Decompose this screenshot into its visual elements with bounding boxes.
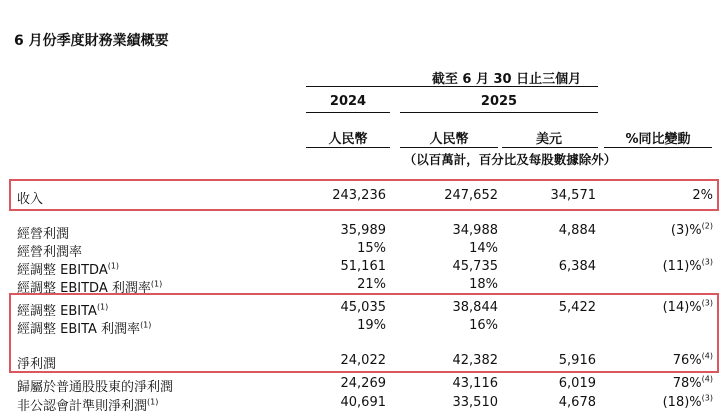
period-header: 截至 6 月 30 日止三個月	[431, 72, 582, 87]
net-income-usd: 5,916	[558, 353, 596, 368]
year-2025-underline	[400, 112, 598, 113]
col-rmb-2025-header: 人民幣	[429, 132, 469, 147]
operating-margin-2025: 14%	[469, 241, 498, 256]
revenue-usd: 34,571	[550, 188, 596, 203]
col-usd-header: 美元	[535, 132, 562, 147]
net-income-attributable-yoy	[600, 376, 713, 391]
net-income-2025: 42,382	[452, 353, 498, 368]
net-income-attributable-2024: 24,269	[340, 376, 386, 391]
footnote-ref: (1)	[107, 261, 120, 271]
operating-income-usd: 4,884	[558, 223, 596, 238]
net-income-2024: 24,022	[340, 353, 386, 368]
operating-margin-2024: 15%	[357, 241, 386, 256]
revenue-yoy-value: 2%	[692, 188, 713, 203]
col-rmb-2025-underline	[400, 147, 498, 148]
adjusted-ebita-label-text: 經調整 EBITA	[17, 304, 97, 319]
non-gaap-net-income-2024: 40,691	[340, 395, 386, 410]
adjusted-ebitda-usd: 6,384	[558, 259, 596, 274]
row-label-operating-margin: 經營利潤率	[17, 245, 83, 260]
footnote-ref: (1)	[140, 320, 152, 330]
row-label-net-income: 淨利潤	[17, 357, 57, 372]
row-label-net-income-attributable: 歸屬於普通股股東的淨利潤	[17, 380, 174, 395]
adjusted-ebita-usd: 5,422	[558, 300, 596, 315]
adjusted-ebitda-margin-label-text: 經調整 EBITDA 利潤率	[17, 281, 151, 296]
non-gaap-net-income-label-text: 非公認會計準則淨利潤	[17, 399, 148, 414]
revenue-2025: 247,652	[444, 188, 498, 203]
col-yoy-header: %同比變動	[625, 132, 691, 147]
row-label-adjusted-ebitda	[17, 259, 119, 278]
footnote-ref: (3)	[701, 298, 713, 308]
non-gaap-net-income-2025: 33,510	[452, 395, 498, 410]
footnote-ref: (4)	[701, 351, 713, 361]
col-rmb-2024-underline	[306, 147, 390, 148]
operating-income-yoy	[600, 223, 713, 238]
page-title: 6 月份季度財務業績概要	[14, 33, 169, 49]
footnote-ref: (3)	[701, 393, 713, 403]
adjusted-ebita-margin-2025: 16%	[469, 318, 498, 333]
highlight-box-ebita-net-income	[9, 293, 719, 373]
footnote-ref: (2)	[701, 221, 713, 231]
footnote-ref: (4)	[701, 374, 713, 384]
non-gaap-net-income-yoy-value: (18)%	[662, 395, 702, 410]
row-label-operating-income: 經營利潤	[17, 227, 70, 242]
footnote-ref: (1)	[150, 279, 163, 289]
adjusted-ebita-margin-2024: 19%	[357, 318, 386, 333]
non-gaap-net-income-usd: 4,678	[558, 395, 596, 410]
net-income-yoy-value: 76%	[672, 353, 702, 368]
footnote-ref: (1)	[147, 397, 159, 407]
row-label-non-gaap-net-income	[17, 395, 158, 414]
row-label-revenue: 收入	[17, 192, 44, 207]
period-underline	[306, 86, 598, 87]
col-rmb-2024-header: 人民幣	[328, 132, 368, 147]
footnote-ref: (3)	[701, 257, 713, 267]
non-gaap-net-income-yoy	[600, 395, 713, 410]
adjusted-ebita-2025: 38,844	[452, 300, 498, 315]
col-usd-underline	[502, 147, 598, 148]
adjusted-ebitda-margin-2025: 18%	[469, 277, 498, 292]
unit-note: （以百萬計，百分比及每股數據除外）	[403, 152, 617, 167]
adjusted-ebitda-2025: 45,735	[452, 259, 498, 274]
operating-income-yoy-value: (3)%	[670, 223, 702, 238]
adjusted-ebitda-yoy	[600, 259, 713, 274]
adjusted-ebitda-2024: 51,161	[340, 259, 386, 274]
adjusted-ebita-yoy-value: (14)%	[662, 300, 702, 315]
net-income-attributable-yoy-value: 78%	[672, 376, 702, 391]
net-income-attributable-2025: 43,116	[452, 376, 498, 391]
adjusted-ebitda-margin-2024: 21%	[357, 277, 386, 292]
col-yoy-underline	[604, 147, 712, 148]
adjusted-ebita-2024: 45,035	[340, 300, 386, 315]
footnote-ref: (1)	[96, 302, 109, 312]
year-2025-header: 2025	[480, 94, 518, 109]
year-2024-underline	[306, 112, 390, 113]
operating-income-2024: 35,989	[340, 223, 386, 238]
adjusted-ebitda-label-text: 經調整 EBITDA	[17, 263, 108, 278]
adjusted-ebitda-yoy-value: (11)%	[662, 259, 702, 274]
highlight-box-revenue	[9, 179, 719, 211]
adjusted-ebita-margin-label-text: 經調整 EBITA 利潤率	[17, 322, 141, 337]
year-2024-header: 2024	[329, 94, 367, 109]
revenue-2024: 243,236	[332, 188, 386, 203]
operating-income-2025: 34,988	[452, 223, 498, 238]
net-income-attributable-usd: 6,019	[558, 376, 596, 391]
